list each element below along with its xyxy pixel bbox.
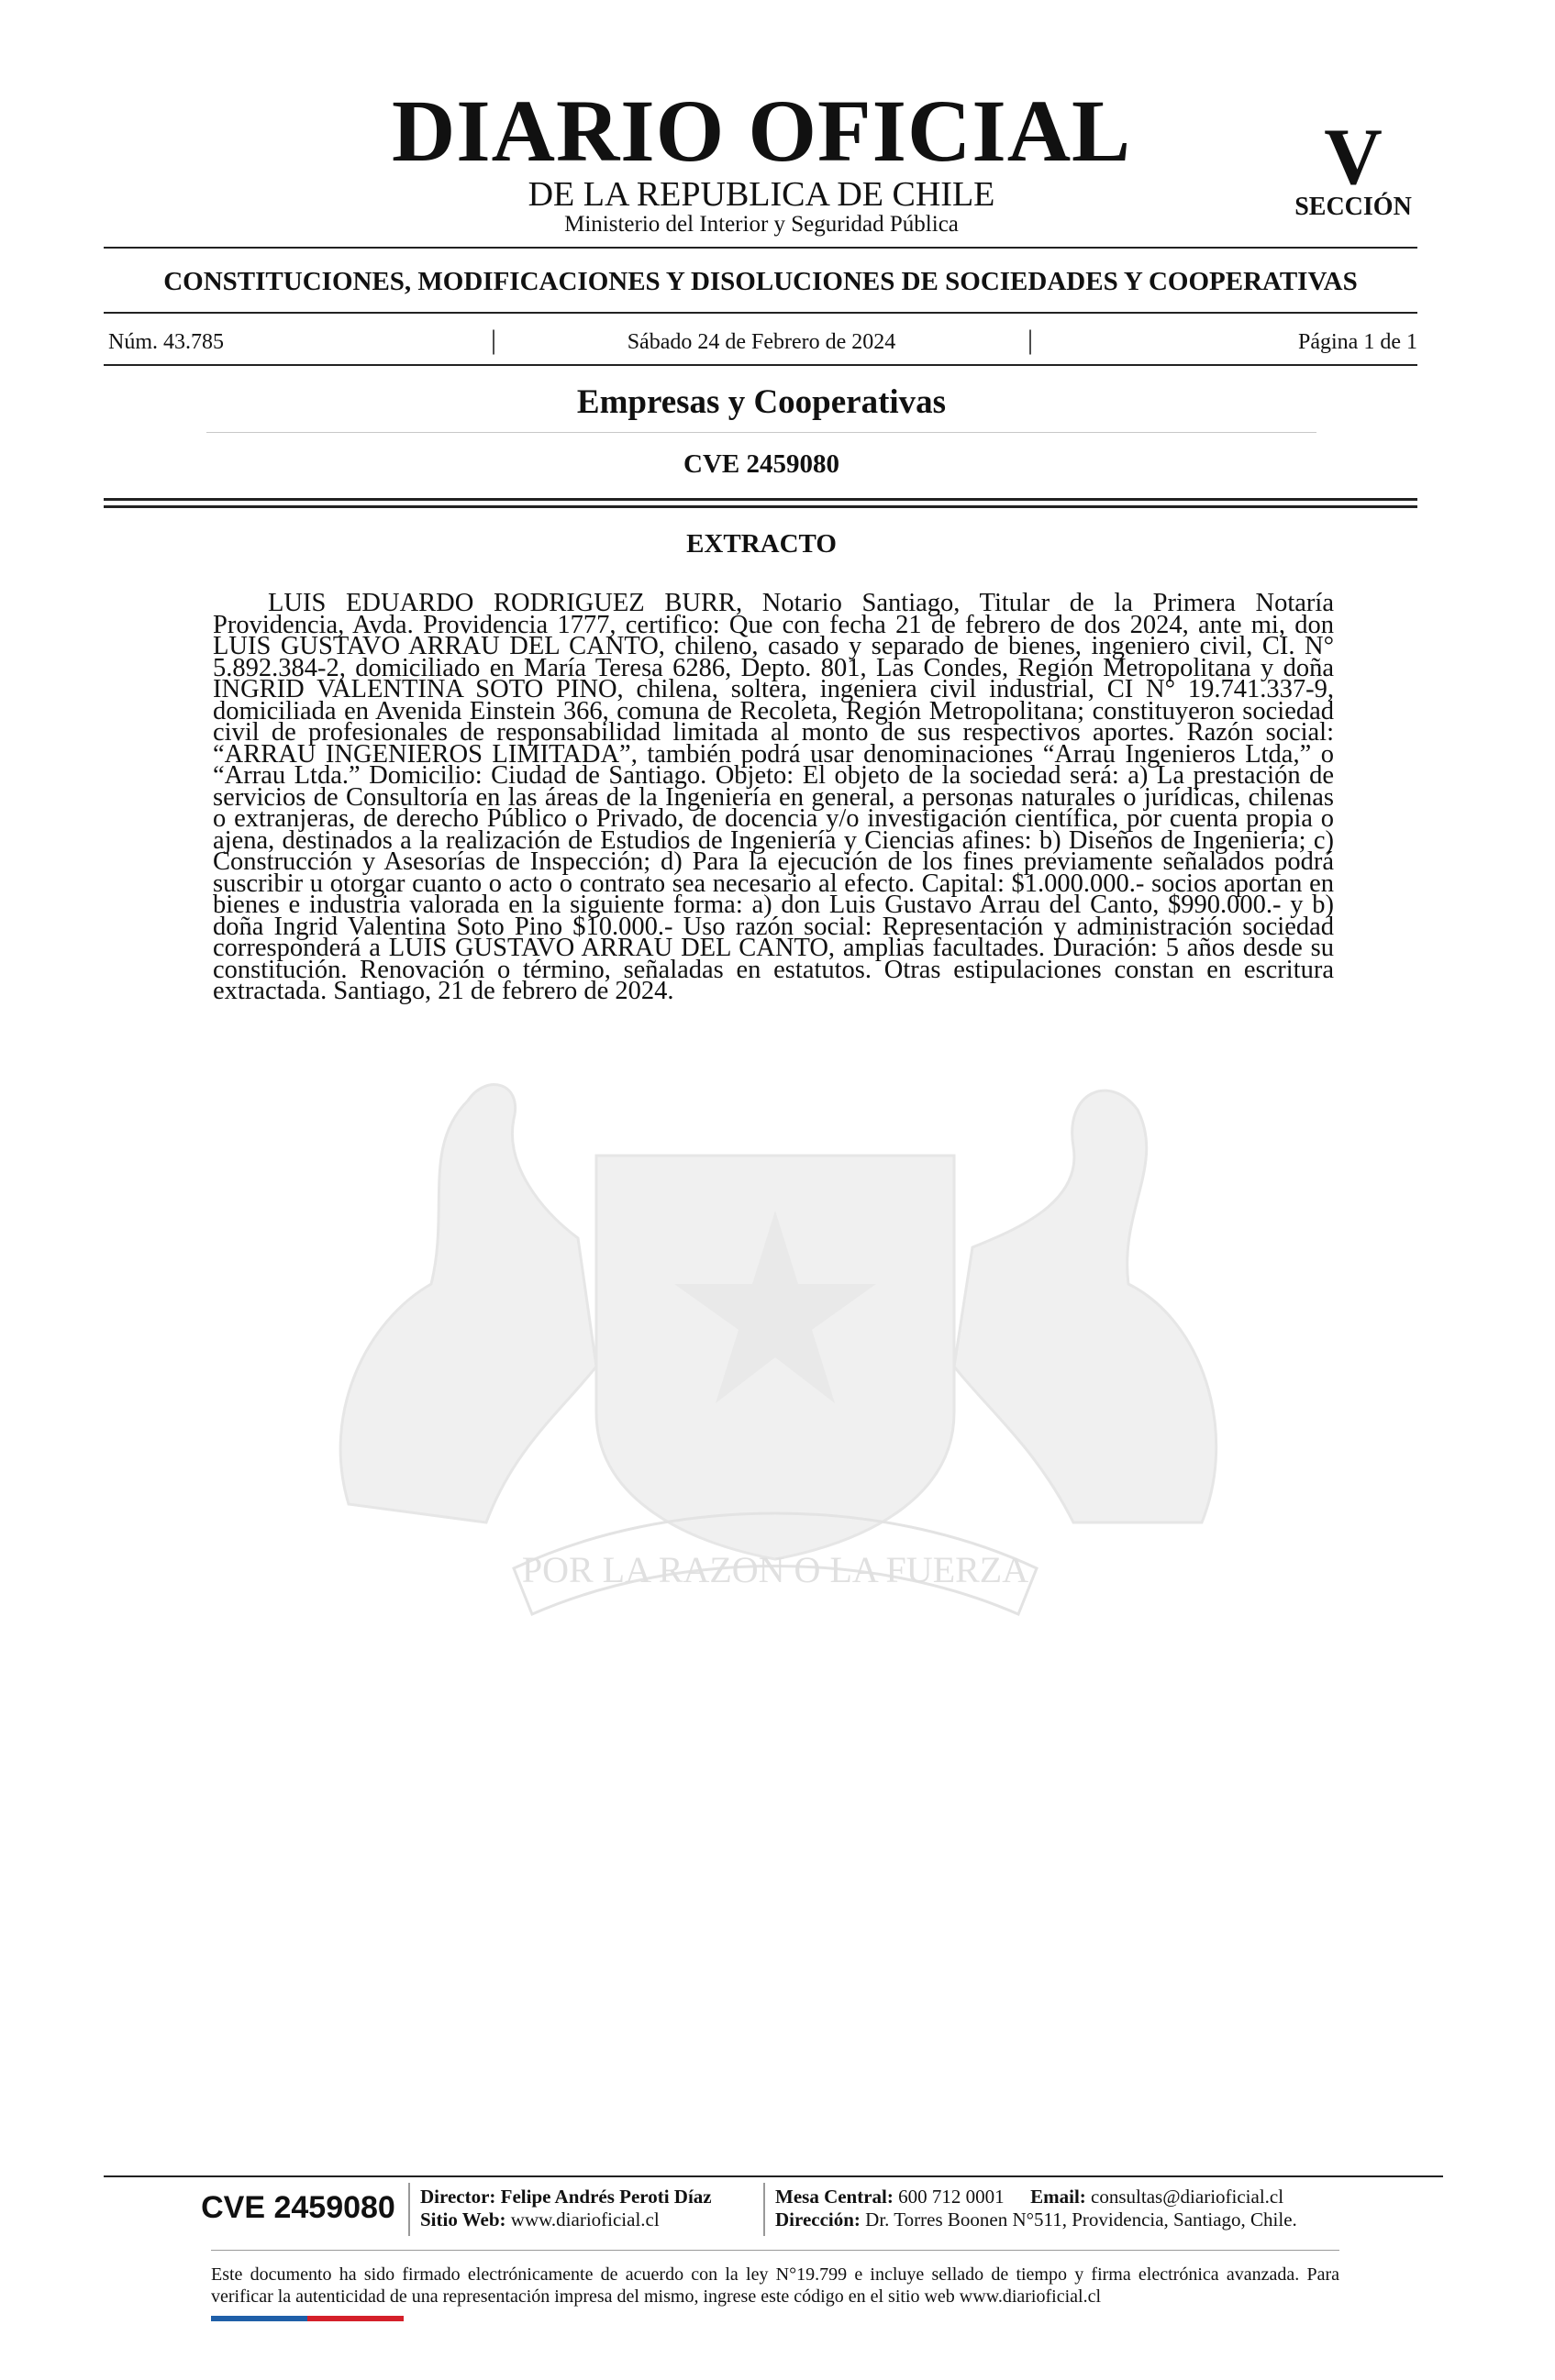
website-label: Sitio Web: [420, 2208, 506, 2231]
address-text: Dr. Torres Boonen N°511, Providencia, Santiago, Chile. [865, 2208, 1297, 2231]
footer-address [775, 2208, 1297, 2231]
footer-director [420, 2186, 712, 2208]
footer-website [420, 2208, 660, 2231]
cve-heading: CVE 2459080 [683, 449, 839, 479]
category-heading: CONSTITUCIONES, MODIFICACIONES Y DISOLUCIONES DE SOCIEDADES Y COOPERATIVAS [163, 267, 1358, 296]
category-rule [104, 312, 1417, 314]
footer-divider [211, 2250, 1339, 2251]
document-title: EXTRACTO [686, 529, 837, 559]
section-heading: Empresas y Cooperativas [576, 383, 947, 421]
director-name: Felipe Andrés Peroti Díaz [500, 2186, 712, 2208]
footer-separator [763, 2183, 765, 2236]
issue-page: Página 1 de 1 [1298, 330, 1417, 354]
document-body: LUIS EDUARDO RODRIGUEZ BURR, Notario Santiago, Titular de la Primera Notaría Providencia, Avda. Providencia 1777, certifico: Que con fecha 21 de febrero de dos 2024, ante mi, don LUIS GUSTAVO ARRAU DEL CANTO, chileno, casado y separado de bienes, ingeniero civil, CI. N° 5.892.384-2, domiciliado en María Teresa 6286, Depto. 801, Las Condes, Región Metropolitana y doña INGRID VALENTINA SOTO PINO, chilena, soltera, ingeniera civil industrial, CI N° 19.741.337-9, domiciliada en Avenida Einstein 366, comuna de Recoleta, Región Metropolitana; constituyeron sociedad civil de profesionales de responsabilidad limitada al monto de sus respectivos aportes. Razón social: “ARRAU INGENIEROS LIMITADA”, también podrá usar denominaciones “Arrau Ingenieros Ltda,” o “Arrau Ltda.” Domicilio: Ciudad de Santiago. Objeto: El objeto de la sociedad será: a) La prestación de servicios de Consultoría en las áreas de la Ingeniería en general, a personas naturales o jurídicas, chilenas o extranjeras, de derecho Público o Privado, de docencia y/o investigación científica, por cuenta propia o ajena, destinados a la realización de Estudios de Ingeniería y Ciencias afines: b) Diseños de Ingeniería; c) Construcción y Asesorías de Inspección; d) Para la ejecución de los fines previamente señalados podrá suscribir u otorgar cuanto o acto o contrato sea necesario al efecto. Capital: $1.000.000.- socios aportan en bienes e industria valorada en la siguiente forma: a) don Luis Gustavo Arrau del Canto, $990.000.- y b) doña Ingrid Valentina Soto Pino $10.000.- Uso razón social: Representación y administración sociedad corresponderá a LUIS GUSTAVO ARRAU DEL CANTO, amplias facultades. Duración: 5 años desde su constitución. Renovación o término, señaladas en estatutos. Otras estipulaciones constan en escritura extractada. Santiago, 21 de febrero de 2024. [213, 589, 1334, 1005]
masthead-ministry: Ministerio del Interior y Seguridad Pública [564, 212, 959, 237]
issue-rule [104, 364, 1417, 366]
footer-separator [408, 2183, 410, 2236]
section-rule [206, 432, 1316, 433]
double-rule-top [104, 498, 1417, 501]
phone-label: Mesa Central: [775, 2186, 894, 2208]
issue-separator: | [1027, 325, 1034, 355]
issue-number: Núm. 43.785 [108, 330, 224, 354]
masthead-title: DIARIO OFICIAL [391, 82, 1132, 180]
website-link[interactable]: www.diarioficial.cl [510, 2208, 660, 2231]
footer-rule [104, 2175, 1443, 2177]
double-rule-bottom [104, 505, 1417, 508]
section-number: V [1324, 113, 1383, 202]
motto-text: POR LA RAZON O LA FUERZA [521, 1549, 1029, 1590]
section-label: SECCIÓN [1294, 193, 1412, 221]
director-label: Director: [420, 2186, 496, 2208]
footer-contact [775, 2186, 1283, 2208]
footer-disclaimer: Este documento ha sido firmado electrónicamente de acuerdo con la ley N°19.799 e incluye sellado de tiempo y firma electrónica avanzada. Para verificar la autenticidad de una representación impresa del mismo, ingrese este código en el sitio web www.diarioficial.cl [211, 2264, 1339, 2307]
email-link[interactable]: consultas@diarioficial.cl [1091, 2186, 1284, 2208]
flag-stripe-red [307, 2316, 404, 2321]
issue-separator: | [491, 325, 497, 355]
masthead-subtitle: DE LA REPUBLICA DE CHILE [528, 175, 995, 214]
masthead-rule [104, 247, 1417, 249]
footer-cve: CVE 2459080 [201, 2190, 395, 2225]
email-label: Email: [1030, 2186, 1086, 2208]
issue-date: Sábado 24 de Febrero de 2024 [627, 330, 896, 354]
flag-stripe-blue [211, 2316, 307, 2321]
coat-of-arms-watermark [211, 935, 1339, 1669]
phone-number: 600 712 0001 [898, 2186, 1005, 2208]
address-label: Dirección: [775, 2208, 861, 2231]
